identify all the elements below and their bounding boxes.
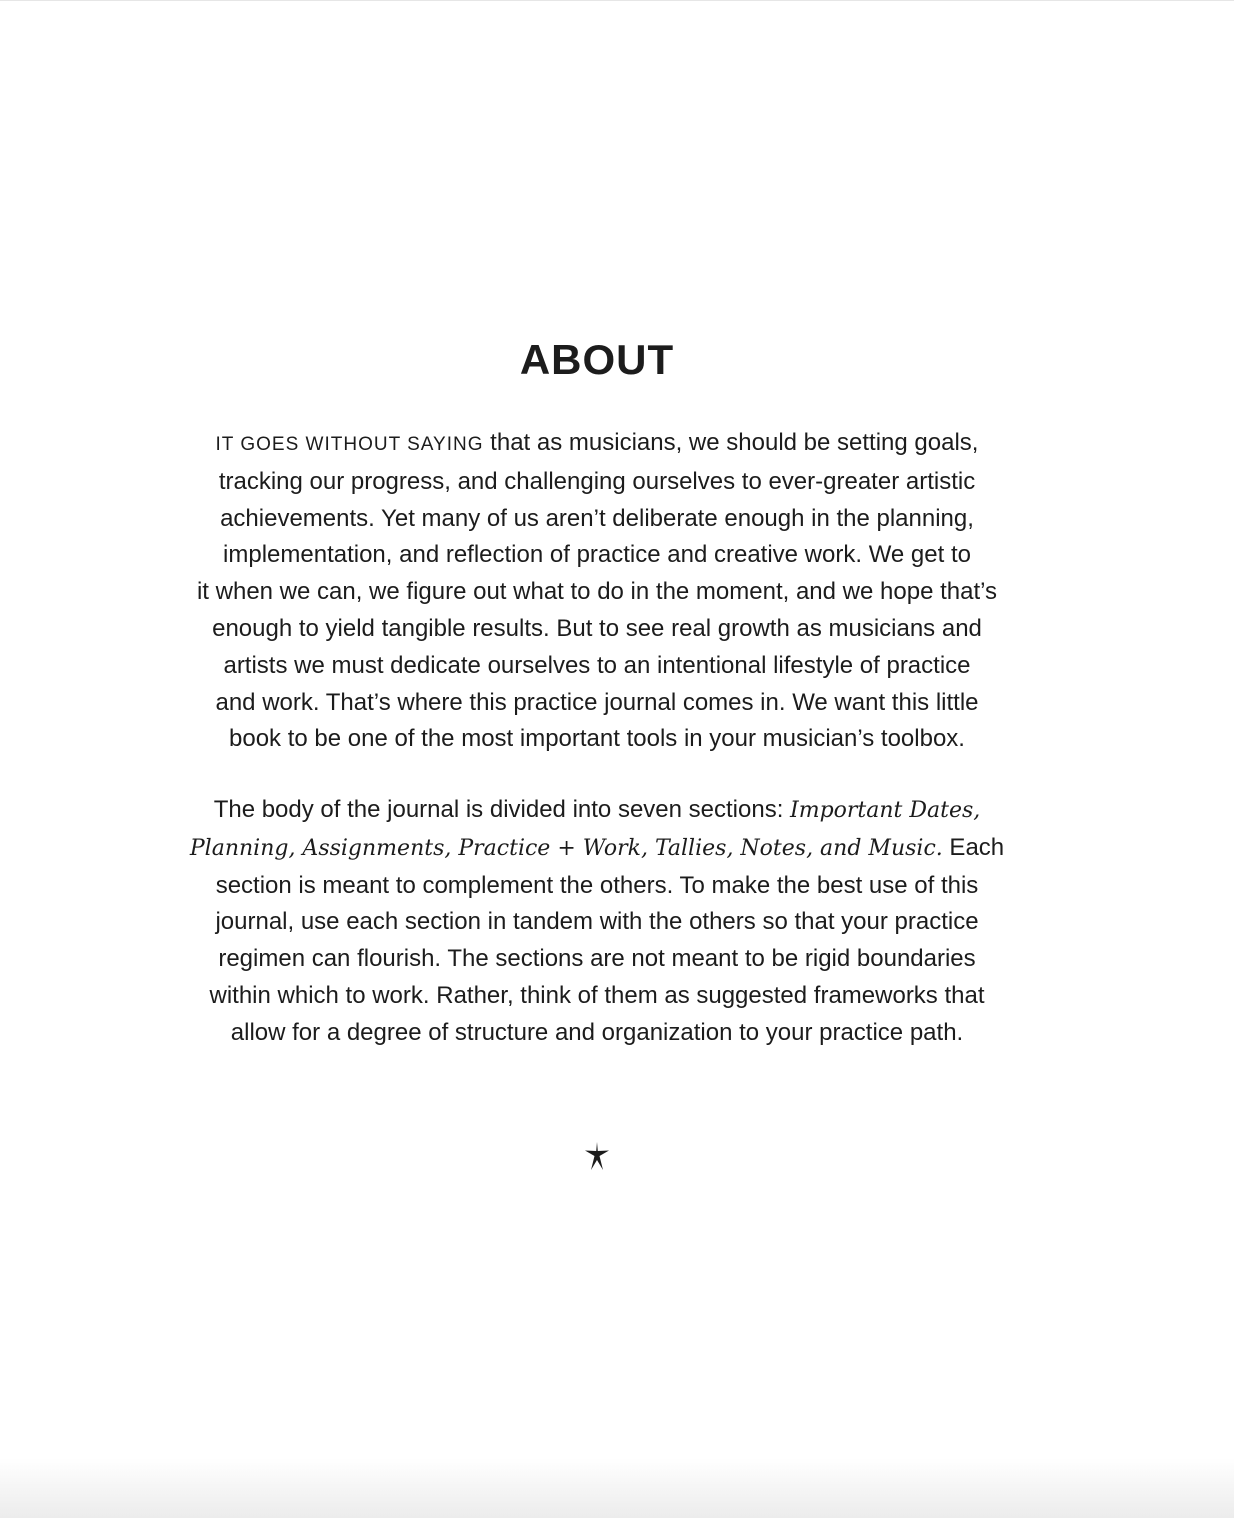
text-line: allow for a degree of structure and organization to your practice path. xyxy=(230,1018,964,1046)
text-line: regimen can flourish. The sections are not meant to be rigid boundaries xyxy=(218,945,976,973)
page-bottom-shadow xyxy=(0,1458,1234,1518)
text-line: within which to work. Rather, think of them as suggested frameworks that xyxy=(209,981,985,1009)
text-line: enough to yield tangible results. But to see real growth as musicians and xyxy=(212,614,982,642)
text-line xyxy=(100,830,1094,868)
text-line xyxy=(100,792,1094,830)
text-line: journal, use each section in tandem with the others so that your practice xyxy=(215,908,979,936)
intro-paragraph xyxy=(100,425,1094,758)
text-line: tracking our progress, and challenging ourselves to ever-greater artistic xyxy=(218,467,976,495)
text-line: implementation, and reflection of practice and creative work. We get to xyxy=(223,541,971,569)
small-caps-lead: IT GOES WITHOUT SAYING xyxy=(215,434,484,455)
text-line: achievements. Yet many of us aren’t deliberate enough in the planning, xyxy=(220,504,974,532)
star-icon xyxy=(582,1140,612,1174)
text-segment: Each xyxy=(942,833,1005,861)
page-title: ABOUT xyxy=(519,336,675,383)
text-line xyxy=(100,425,1094,464)
section-names-italic: Important Dates, xyxy=(790,798,981,823)
text-segment: that as musicians, we should be setting goals, xyxy=(483,429,979,456)
sections-paragraph xyxy=(100,792,1094,1052)
text-line: book to be one of the most important tools in your musician’s toolbox. xyxy=(229,725,965,753)
text-line: it when we can, we figure out what to do in the moment, and we hope that’s xyxy=(196,578,998,606)
text-segment: The body of the journal is divided into seven sections: xyxy=(213,796,791,823)
page-top-border xyxy=(0,0,1234,1)
text-line: and work. That’s where this practice journal comes in. We want this little xyxy=(215,688,979,716)
section-names-italic: Planning, Assignments, Practice + Work, Tallies, Notes, and Music. xyxy=(189,835,943,861)
text-line: section is meant to complement the others. To make the best use of this xyxy=(215,871,979,899)
text-line: artists we must dedicate ourselves to an intentional lifestyle of practice xyxy=(223,651,971,679)
